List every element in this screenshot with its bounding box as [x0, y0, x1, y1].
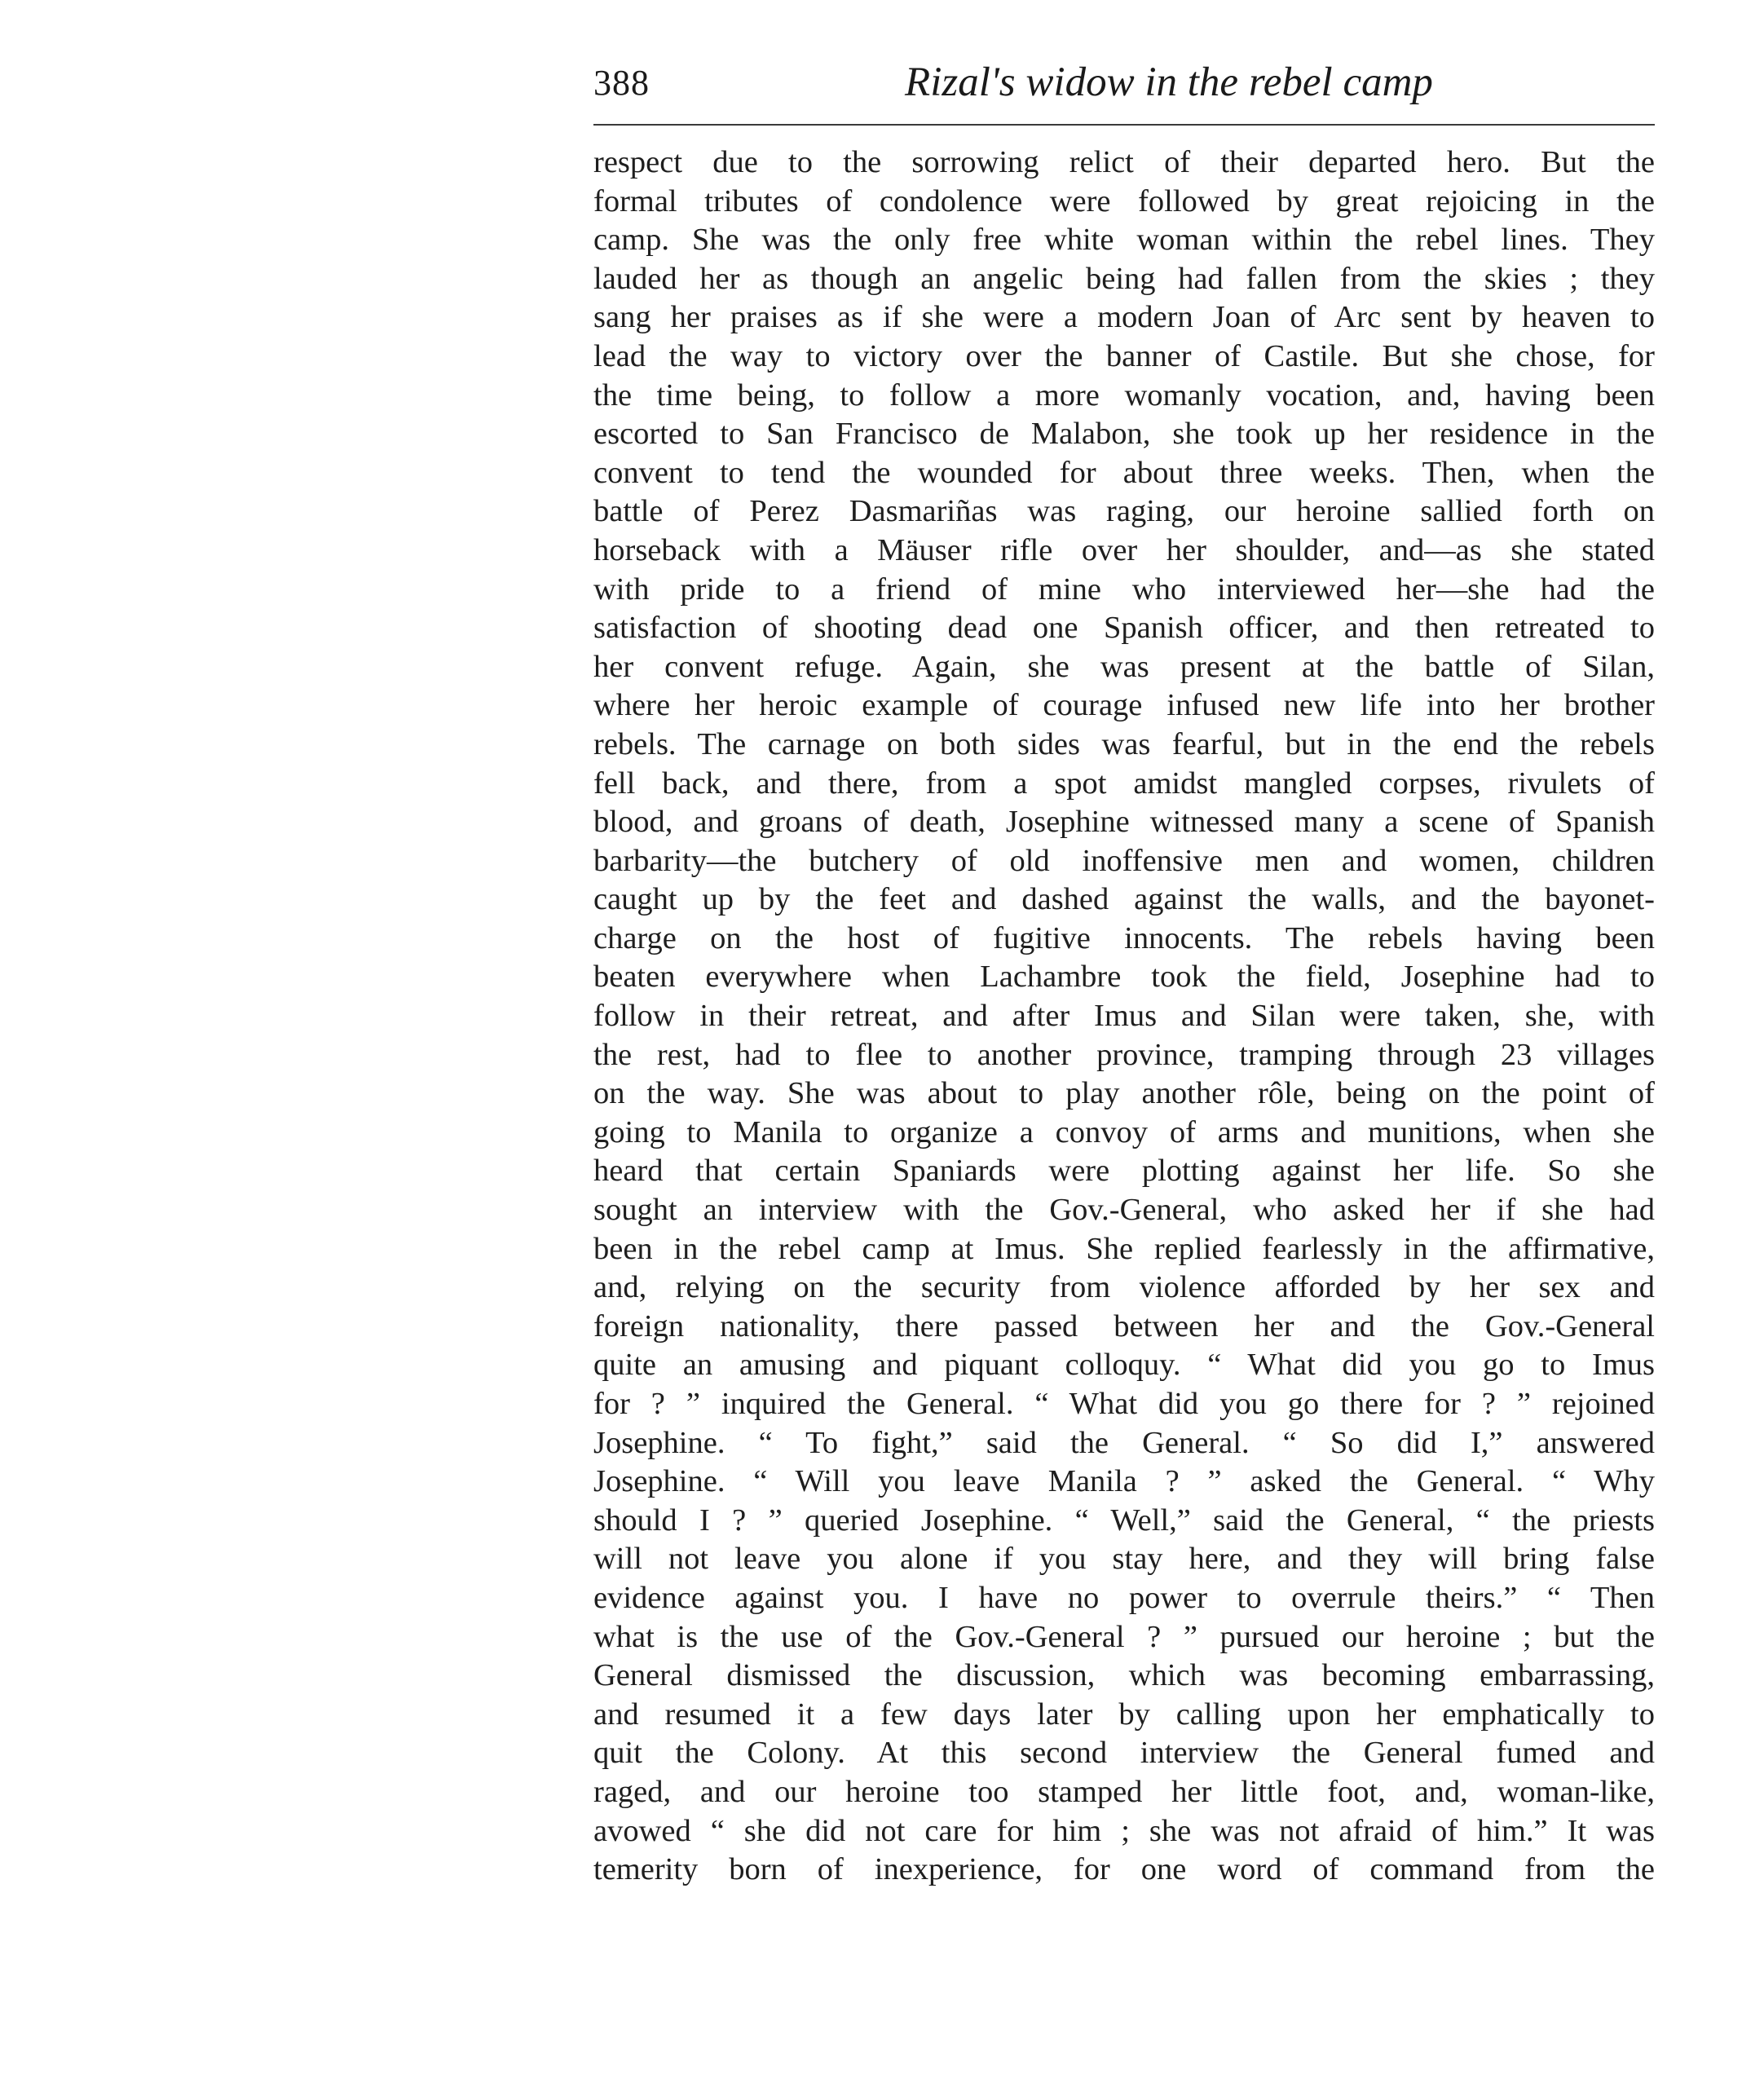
- text-line: lauded her as though an angelic being had fallen from the skies ; they: [593, 261, 1655, 296]
- text-line: will not leave you alone if you stay here, and they will bring false: [593, 1542, 1655, 1577]
- text-line: evidence against you. I have no power to overrule theirs.” “ Then: [593, 1580, 1655, 1615]
- text-line: beaten everywhere when Lachambre took the field, Josephine had to: [593, 960, 1655, 995]
- text-line: Josephine. “ Will you leave Manila ? ” asked the General. “ Why: [593, 1464, 1655, 1499]
- text-line: quit the Colony. At this second interview the General fumed and: [593, 1736, 1655, 1771]
- text-line: raged, and our heroine too stamped her little foot, and, woman-like,: [593, 1774, 1655, 1809]
- text-line: escorted to San Francisco de Malabon, she took up her residence in the: [593, 417, 1655, 452]
- text-line: formal tributes of condolence were followed by great rejoicing in the: [593, 183, 1655, 218]
- text-line: the rest, had to flee to another province, tramping through 23 villages: [593, 1037, 1655, 1072]
- page-number: 388: [593, 63, 650, 103]
- text-line: her convent refuge. Again, she was present at the battle of Silan,: [593, 649, 1655, 684]
- text-line: what is the use of the Gov.-General ? ” pursued our heroine ; but the: [593, 1619, 1655, 1654]
- text-line: and resumed it a few days later by calling upon her emphatically to: [593, 1697, 1655, 1732]
- text-line: quite an amusing and piquant colloquy. “ What did you go to Imus: [593, 1348, 1655, 1383]
- text-line: avowed “ she did not care for him ; she was not afraid of him.” It was: [593, 1813, 1655, 1848]
- text-line: General dismissed the discussion, which was becoming embarrassing,: [593, 1658, 1655, 1693]
- text-line: for ? ” inquired the General. “ What did you go there for ? ” rejoined: [593, 1387, 1655, 1421]
- text-line: respect due to the sorrowing relict of their departed hero. But the: [593, 145, 1655, 179]
- text-line: the time being, to follow a more womanly vocation, and, having been: [593, 377, 1655, 413]
- text-line: convent to tend the wounded for about three weeks. Then, when the: [593, 455, 1655, 490]
- text-line: been in the rebel camp at Imus. She replied fearlessly in the affirmative,: [593, 1231, 1655, 1266]
- text-line: camp. She was the only free white woman within the rebel lines. They: [593, 223, 1655, 258]
- text-line: satisfaction of shooting dead one Spanish officer, and then retreated to: [593, 611, 1655, 646]
- text-line: rebels. The carnage on both sides was fearful, but in the end the rebels: [593, 726, 1655, 761]
- running-head: [593, 57, 1655, 122]
- text-line: where her heroic example of courage infused new life into her brother: [593, 688, 1655, 723]
- text-line: fell back, and there, from a spot amidst mangled corpses, rivulets of: [593, 766, 1655, 801]
- text-line: with pride to a friend of mine who interviewed her—she had the: [593, 571, 1655, 607]
- text-line: and, relying on the security from violence afforded by her sex and: [593, 1270, 1655, 1305]
- text-line: Josephine. “ To fight,” said the General. “ So did I,” answered: [593, 1425, 1655, 1460]
- text-line: on the way. She was about to play another rôle, being on the point of: [593, 1076, 1655, 1111]
- text-line: temerity born of inexperience, for one word of command from the: [593, 1852, 1655, 1887]
- text-line: caught up by the feet and dashed against the walls, and the bayonet-: [593, 882, 1655, 917]
- text-line: lead the way to victory over the banner of Castile. But she chose, for: [593, 338, 1655, 373]
- text-line: sang her praises as if she were a modern Joan of Arc sent by heaven to: [593, 300, 1655, 335]
- body-text: [593, 143, 1655, 1890]
- text-line: battle of Perez Dasmariñas was raging, our heroine sallied forth on: [593, 494, 1655, 529]
- text-line: going to Manila to organize a convoy of arms and munitions, when she: [593, 1114, 1655, 1149]
- text-line: foreign nationality, there passed between her and the Gov.-General: [593, 1308, 1655, 1344]
- text-line: blood, and groans of death, Josephine witnessed many a scene of Spanish: [593, 805, 1655, 840]
- text-line: barbarity—the butchery of old inoffensive men and women, children: [593, 843, 1655, 878]
- text-line: sought an interview with the Gov.-General, who asked her if she had: [593, 1193, 1655, 1228]
- text-line: charge on the host of fugitive innocents. The rebels having been: [593, 920, 1655, 955]
- text-line: heard that certain Spaniards were plotting against her life. So she: [593, 1154, 1655, 1189]
- header-rule: [593, 124, 1655, 126]
- text-line: should I ? ” queried Josephine. “ Well,” said the General, “ the priests: [593, 1502, 1655, 1538]
- text-line: horseback with a Mäuser rifle over her shoulder, and—as she stated: [593, 532, 1655, 567]
- running-title: Rizal's widow in the rebel camp: [905, 60, 1433, 105]
- text-line: follow in their retreat, and after Imus and Silan were taken, she, with: [593, 999, 1655, 1034]
